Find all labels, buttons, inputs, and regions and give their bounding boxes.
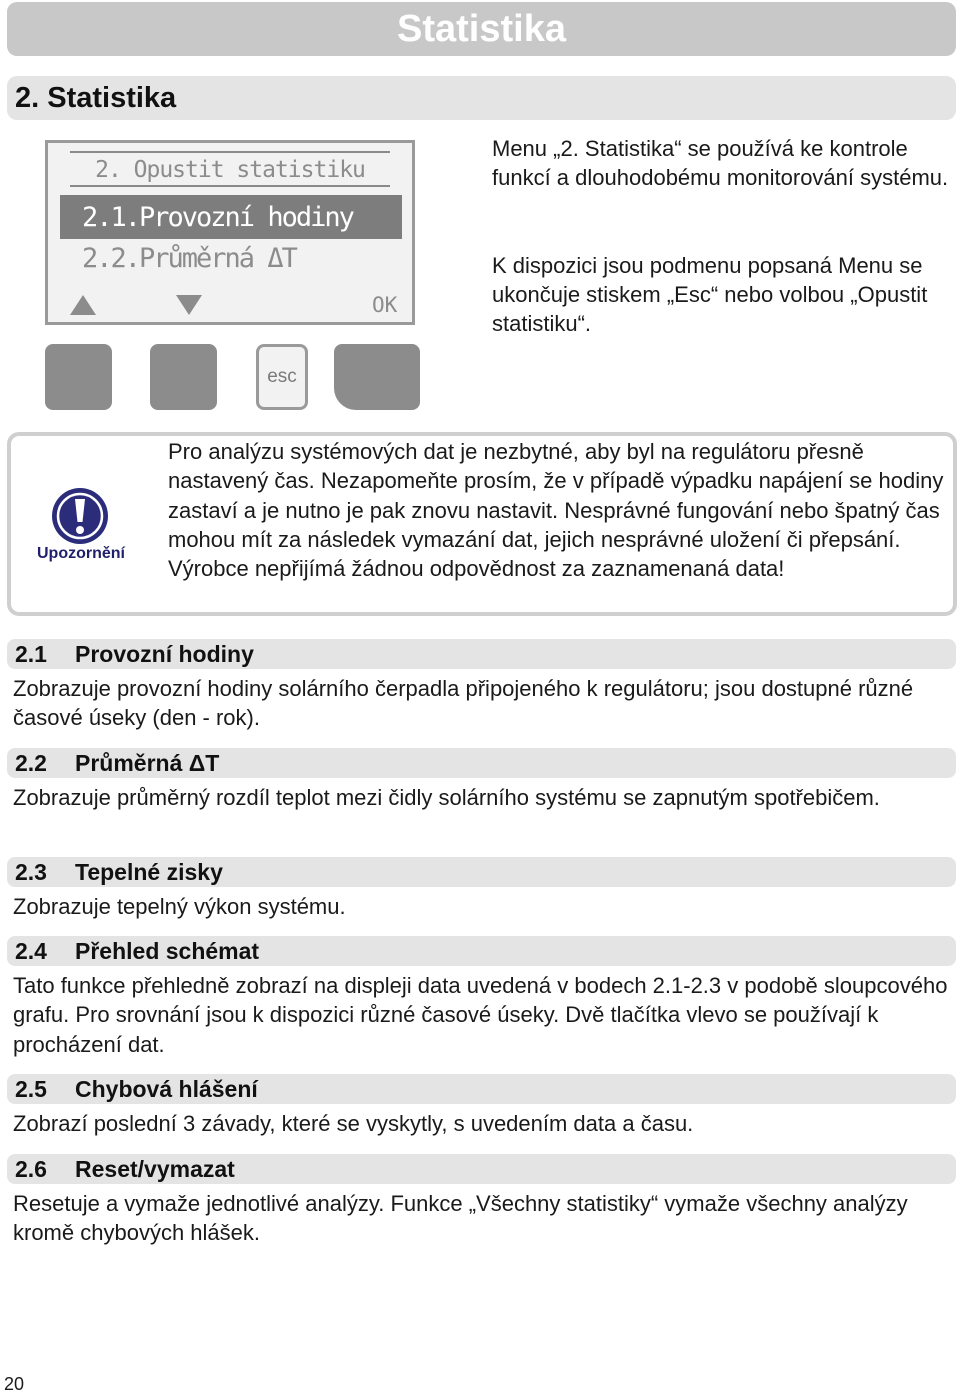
warning-label: Upozornění bbox=[37, 545, 125, 562]
exclamation-icon bbox=[50, 486, 110, 551]
subsection-number: 2.5 bbox=[15, 1075, 47, 1102]
lcd-display bbox=[45, 140, 415, 325]
device-down-button bbox=[150, 344, 217, 410]
subsection-title: Průměrná ΔT bbox=[75, 749, 220, 776]
subsection-number: 2.1 bbox=[15, 640, 47, 667]
subsection-number: 2.6 bbox=[15, 1155, 47, 1182]
subsection-2-1-header bbox=[7, 639, 956, 669]
header-title: Statistika bbox=[397, 7, 566, 50]
subsection-title: Přehled schémat bbox=[75, 937, 260, 964]
device-up-button bbox=[45, 344, 112, 410]
lcd-ok-label: OK bbox=[372, 293, 398, 317]
lcd-menu-title: 2. Opustit statistiku bbox=[95, 157, 365, 183]
warning-text: Pro analýzu systémových dat je nezbytné, aby byl na regulátoru přesně nastavený čas. Nezapomeňte prosím, že v případě výpadku napájení se hodiny zastaví a je nutno je pak znovu nastavit. Nesprávné fungování nebo špatný čas mohou mít za následek vymazání dat, jejich nesprávné uložení či přepsání. Výrobce nepřijímá žádnou odpovědnost za zaznamenaná data! bbox=[168, 439, 944, 582]
section-bar bbox=[7, 76, 956, 120]
device-esc-button bbox=[256, 344, 308, 410]
subsection-title: Provozní hodiny bbox=[75, 640, 254, 667]
lcd-top-line bbox=[70, 151, 390, 153]
subsection-title: Reset/vymazat bbox=[75, 1155, 235, 1182]
subsection-2-4-header bbox=[7, 936, 956, 966]
subsection-number: 2.2 bbox=[15, 749, 47, 776]
intro-paragraph-2: K dispozici jsou podmenu popsaná Menu se ukončuje stiskem „Esc“ nebo volbou „Opustit statistiku“. bbox=[492, 253, 928, 336]
subsection-2-3-header bbox=[7, 857, 956, 887]
intro-paragraph-1: Menu „2. Statistika“ se používá ke kontrole funkcí a dlouhodobému monitorování systému. bbox=[492, 136, 949, 190]
subsection-2-5-header bbox=[7, 1074, 956, 1104]
triangle-up-icon bbox=[70, 295, 96, 315]
subsection-title: Chybová hlášení bbox=[75, 1075, 258, 1102]
subsection-2-6-text: Resetuje a vymaže jednotlivé analýzy. Funkce „Všechny statistiky“ vymaže všechny analýzy kromě chybových hlášek. bbox=[13, 1191, 908, 1246]
subsection-2-2-text: Zobrazuje průměrný rozdíl teplot mezi čidly solárního systému se zapnutým spotřebičem. bbox=[13, 785, 880, 810]
subsection-number: 2.3 bbox=[15, 858, 47, 885]
lcd-selected-item-label: 2.1.Provozní hodiny bbox=[82, 201, 353, 233]
subsection-2-4-text: Tato funkce přehledně zobrazí na displeji data uvedená v bodech 2.1-2.3 v podobě sloupcového grafu. Pro srovnání jsou k dispozici různé časové úseky. Dvě tlačítka vlevo se používají k procházení dat. bbox=[13, 973, 948, 1057]
subsection-2-6-header bbox=[7, 1154, 956, 1184]
section-title: 2. Statistika bbox=[15, 81, 177, 114]
lcd-menu-item: 2.2.Průměrná ΔT bbox=[82, 243, 296, 274]
subsection-number: 2.4 bbox=[15, 937, 47, 964]
lcd-selected-item bbox=[60, 195, 402, 239]
subsection-2-1-text: Zobrazuje provozní hodiny solárního čerpadla připojeného k regulátoru; jsou dostupné různé časové úseky (den - rok). bbox=[13, 676, 914, 731]
subsection-title: Tepelné zisky bbox=[75, 858, 223, 885]
triangle-down-icon bbox=[176, 295, 202, 315]
device-ok-button bbox=[334, 344, 420, 410]
subsection-2-3-text: Zobrazuje tepelný výkon systému. bbox=[13, 894, 346, 919]
lcd-divider-line bbox=[70, 185, 390, 187]
subsection-2-2-header bbox=[7, 748, 956, 778]
header-bar bbox=[7, 2, 956, 56]
esc-label: esc bbox=[267, 366, 297, 387]
subsection-2-5-text: Zobrazí poslední 3 závady, které se vyskytly, s uvedením data a času. bbox=[13, 1111, 694, 1136]
page-number: 20 bbox=[4, 1374, 25, 1394]
